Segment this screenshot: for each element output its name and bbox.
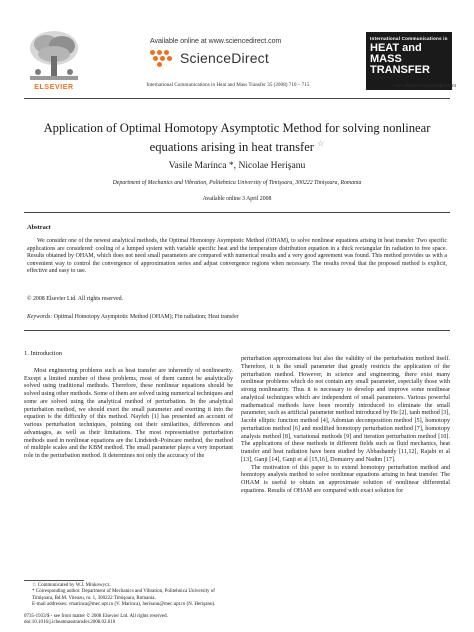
available-online-link-text: Available online at www.sciencedirect.com xyxy=(150,38,282,45)
available-date: Available online 3 April 2008 xyxy=(202,196,272,202)
abstract-copyright: © 2008 Elsevier Ltd. All rights reserved. xyxy=(27,296,124,302)
journal-header xyxy=(0,0,474,96)
footnote-emails: E-mail addresses: vmarinca@mec.upt.ro (V. Marinca), herisanu@mec.upt.ro (N. Herişanu). xyxy=(32,602,216,608)
keywords-label: Keywords: xyxy=(27,314,53,320)
cover-subtitle: International Communications in xyxy=(370,36,448,41)
publisher-name: ELSEVIER xyxy=(34,84,74,91)
article-title xyxy=(24,120,450,155)
title-text: Application of Optimal Homotopy Asymptotic Method for solving nonlinear equations arising in heat transfer xyxy=(43,121,431,155)
title-footnote-star: ☆ xyxy=(317,139,325,148)
abstract-top-divider xyxy=(24,212,450,213)
body-paragraph: The motivation of this paper is to extend homotopy perturbation method and homotopy analysis method to solve nonlinear equations arising in heat transfer. The OHAM is useful to obtain an approximate solution of nonlinear differential equations. Results of OHAM are compared with exact solution for xyxy=(241,464,450,494)
cover-title: HEAT and MASS TRANSFER xyxy=(370,42,430,77)
footnote-corresponding: * Corresponding author. Department of Mechanics and Vibration, Politehnica University of Timişoara, Bd.M. Viteazu, nr. 1, 300222 Timişoara, Romania. xyxy=(32,589,215,601)
journal-cover xyxy=(366,32,452,90)
body-column-right xyxy=(241,356,450,496)
sciencedirect-brand xyxy=(150,50,269,66)
body-paragraph: perturbation approximations but also the validity of the perturbation method itself. Therefore, it is the small parameter that greatly restricts the application of the perturbation method. However, in science and engineering, there exist many nonlinear problems which do not contain any small parameter, especially those with strong nonlinearity. Thus it is necessary to develop and improve some nonlinear analytical techniques which are independent of small parameters. Various powerful mathematical methods have been recently introduced to eliminate the small parameter, such as artificial parameter method introduced by He [2], tanh method [3], Jacobi elliptic function method [4], Adomian decomposition method [5], homotopy perturbation method [6] and modified homotopy perturbation method [7], homotopy analysis method [8], variational methods [9] and iteration perturbation method [10]. The applications of these methods in different fields such as fluid mechanics, heat transfer and heat radiation have been studied by Abbasbandy [11,12], Rajabi et al [13], Ganji [14], Ganji et al [15,16], Domairry and Nadim [17]. xyxy=(241,356,450,463)
sciencedirect-name: ScienceDirect xyxy=(180,50,269,66)
footnote-divider xyxy=(24,580,84,581)
elsevier-tree-logo xyxy=(24,28,84,84)
article-affiliation: Department of Mechanics and Vibration, Politehnica University of Timişoara, 300222 Timişoara, Romania xyxy=(112,180,362,186)
keywords xyxy=(27,314,239,320)
body-column-left xyxy=(24,350,233,461)
article-authors: Vasile Marinca *, Nicolae Herişanu xyxy=(168,160,306,171)
doi-line[interactable]: doi:10.1016/j.icheatmasstransfer.2008.02.010 xyxy=(24,620,116,626)
issn-doi xyxy=(24,614,233,626)
body-paragraph: Most engineering problems such as heat transfer are inherently of nonlinearity. Except a limited number of these problems, most of them cannot be analytically solved using traditional methods. Therefore, these nonlinear equations should be solved using other methods. Some of them are solved using numerical techniques and some are solved using the analytical method of perturbation. In the analytical perturbation method, we should exert the small parameter and exerting it into the equation is the difficulty of this method. Nayfeh [1] has presented an account of various perturbation techniques, pointing out their similarities, differences and advantages, as well as their limitations. The most representative perturbation methods used in nonlinear equations are the Lindstedt–Poincare method, the method of multiple scales and the KBM method. The small parameter plays a very important role in the perturbation method. It determines not only the accuracy of the xyxy=(24,367,234,459)
footnotes xyxy=(24,583,233,609)
journal-url: www.elsevier.com/locate/ichmt xyxy=(393,84,456,89)
journal-citation: International Communications in Heat and Mass Transfer 35 (2008) 710 – 715 xyxy=(146,82,310,88)
abstract-text: We consider one of the newest analytical methods, the Optimal Homotopy Asymptotic Method (OHAM), to solve nonlinear equations arising in heat transfer. Two specific applications are considered: cooling of a lumped system with variable specific heat and the temperature distribution equation in a thick rectangular fin radiation to free space. Results obtained by OHAM, which does not need small parameters are compared with numerical results and a very good agreement was found. This method provides us with a convenient way to control the convergence of approximation series and adjust convergence regions when necessary. The results reveal that the proposed method is explicit, effective and easy to use. xyxy=(27,238,447,275)
section-heading: 1. Introduction xyxy=(24,350,62,357)
footnote-communicated: ☆ Communicated by W.J. Minkowycz. xyxy=(32,583,111,588)
keywords-list: Optimal Homotopy Asymptotic Method (OHAM); Fin radiation; Heat transfer xyxy=(53,314,239,320)
sciencedirect-dots-icon xyxy=(150,50,176,66)
header-divider xyxy=(24,98,450,99)
issn-line: 0735-1933/$ - see front matter © 2008 Elsevier Ltd. All rights reserved. xyxy=(24,614,168,619)
abstract-bottom-divider xyxy=(24,330,450,331)
abstract-heading: Abstract xyxy=(27,224,51,231)
